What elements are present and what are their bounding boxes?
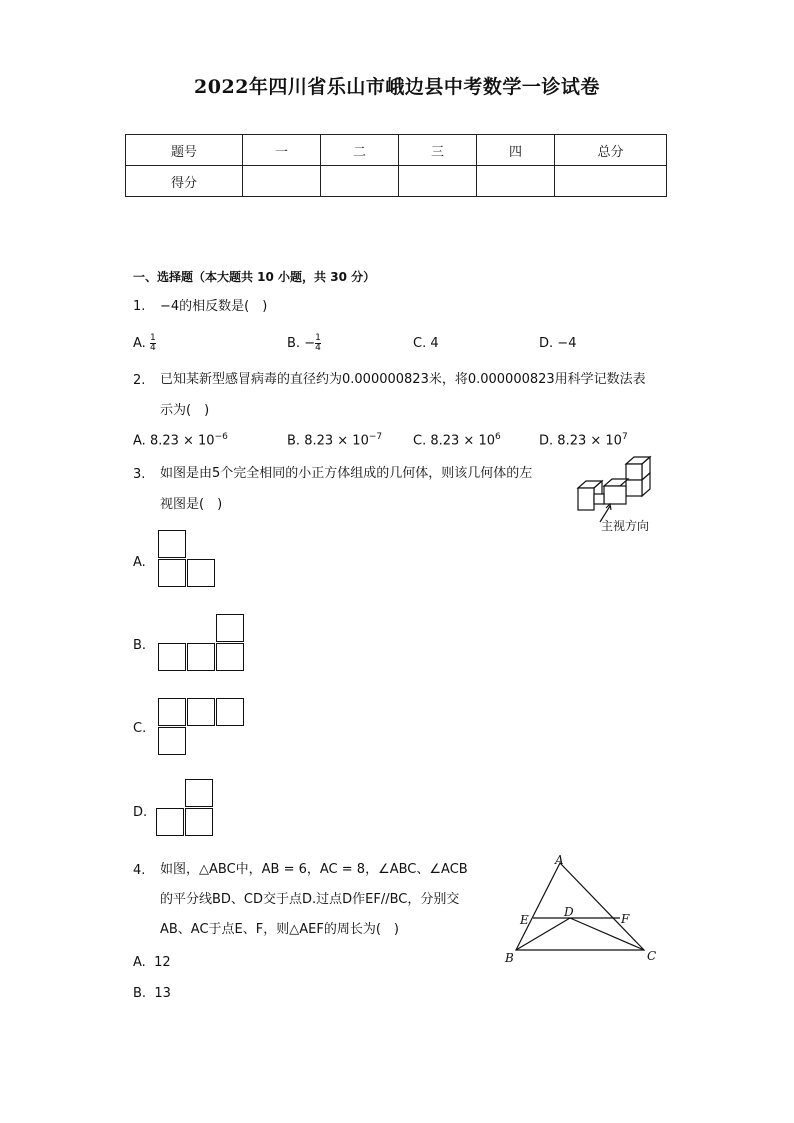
grid-square — [187, 559, 215, 587]
option-value: 4 — [430, 336, 439, 351]
minus-sign: − — [304, 336, 316, 351]
line-cd — [570, 918, 644, 950]
option-b[interactable] — [287, 432, 382, 448]
table-cell: 一 — [243, 135, 321, 166]
option-d[interactable] — [539, 336, 576, 351]
option-b-label[interactable]: B. — [133, 638, 147, 653]
fraction — [315, 334, 321, 353]
view-direction-label: 主视方向 — [601, 519, 650, 533]
option-d-label[interactable]: D. — [133, 805, 148, 820]
table-cell — [399, 166, 477, 197]
grid-square — [158, 530, 186, 558]
option-value: 8.23 × 10 — [430, 433, 496, 449]
question-text: 已知某新型感冒病毒的直径约为0.000000823米，将0.000000823用科学记数法表 — [160, 372, 646, 387]
numerator: 1 — [149, 333, 156, 343]
option-c[interactable] — [413, 432, 501, 448]
option-value: 8.23 × 10 — [304, 433, 369, 449]
option-d[interactable] — [539, 432, 628, 448]
option-a[interactable] — [133, 432, 228, 448]
triangle-figure — [500, 852, 665, 967]
option-a[interactable] — [133, 334, 156, 353]
triangle-abc — [516, 863, 644, 950]
paper-title: 2022年四川省乐山市峨边县中考数学一诊试卷 — [194, 76, 600, 98]
table-cell: 得分 — [126, 166, 243, 197]
point-label-b: B — [505, 951, 514, 965]
option-c-label[interactable]: C. — [133, 721, 147, 736]
grid-square — [156, 808, 184, 836]
grid-square — [187, 698, 215, 726]
table-cell — [243, 166, 321, 197]
question-text-line2: 的平分线BD、CD交于点D.过点D作EF//BC，分别交 — [160, 892, 460, 907]
question-text-line2: 示为( ) — [160, 403, 210, 418]
score-table-score-row — [126, 166, 667, 197]
point-label-c: C — [647, 949, 657, 963]
exponent: −7 — [368, 432, 383, 442]
score-table — [125, 134, 667, 197]
option-value: 8.23 × 10 — [557, 433, 622, 449]
table-cell: 三 — [399, 135, 477, 166]
question-text: −4的相反数是( ) — [160, 299, 268, 314]
option-label: D. — [539, 336, 554, 351]
exponent: 7 — [621, 432, 628, 442]
option-label: A. — [133, 433, 146, 449]
question-text: 如图，△ABC中，AB = 6，AC = 8，∠ABC、∠ACB — [160, 862, 468, 877]
grid-square — [216, 643, 244, 671]
grid-square — [158, 559, 186, 587]
point-label-f: F — [621, 912, 630, 926]
table-cell: 二 — [321, 135, 399, 166]
question-number: 2. — [133, 373, 146, 388]
exponent: −6 — [214, 432, 228, 442]
grid-square — [216, 698, 244, 726]
point-label-a: A — [555, 853, 564, 867]
grid-square — [185, 779, 213, 807]
grid-square — [158, 698, 186, 726]
question-number: 1. — [133, 299, 146, 314]
question-number: 4. — [133, 863, 146, 878]
option-label: A. — [133, 955, 146, 970]
denominator: 4 — [315, 343, 321, 353]
question-text: 如图是由5个完全相同的小正方体组成的几何体，则该几何体的左 — [160, 466, 533, 481]
score-table-header-row — [126, 135, 667, 166]
denominator: 4 — [149, 343, 156, 353]
section-heading: 一、选择题（本大题共 10 小题，共 30 分） — [133, 270, 376, 284]
option-a-label[interactable]: A. — [133, 555, 146, 570]
point-label-e: E — [520, 913, 529, 927]
option-label: D. — [539, 433, 554, 449]
option-a[interactable] — [133, 955, 171, 970]
table-cell — [321, 166, 399, 197]
option-b[interactable] — [287, 334, 321, 353]
option-value: 12 — [154, 955, 171, 970]
option-label: B. — [133, 986, 147, 1001]
numerator: 1 — [315, 333, 321, 343]
point-label-d: D — [564, 905, 574, 919]
table-cell: 总分 — [555, 135, 667, 166]
table-cell — [477, 166, 555, 197]
option-b[interactable] — [133, 986, 171, 1001]
option-label: B. — [287, 336, 301, 351]
grid-square — [158, 727, 186, 755]
question-text-line3: AB、AC于点E、F，则△AEF的周长为( ) — [160, 922, 399, 937]
question-text-line2: 视图是( ) — [160, 497, 223, 512]
option-label: A. — [133, 336, 146, 351]
table-cell: 题号 — [126, 135, 243, 166]
question-number: 3. — [133, 467, 146, 482]
option-label: B. — [287, 433, 301, 449]
grid-square — [158, 643, 186, 671]
option-value: −4 — [557, 336, 577, 351]
exponent: 6 — [495, 432, 501, 442]
table-cell: 四 — [477, 135, 555, 166]
fraction — [150, 334, 156, 353]
table-cell — [555, 166, 667, 197]
option-value: 8.23 × 10 — [149, 433, 215, 449]
option-value: 13 — [154, 986, 171, 1001]
grid-square — [185, 808, 213, 836]
grid-square — [187, 643, 215, 671]
option-label: C. — [413, 433, 427, 449]
option-c[interactable] — [413, 336, 439, 351]
option-label: C. — [413, 336, 427, 351]
grid-square — [216, 614, 244, 642]
